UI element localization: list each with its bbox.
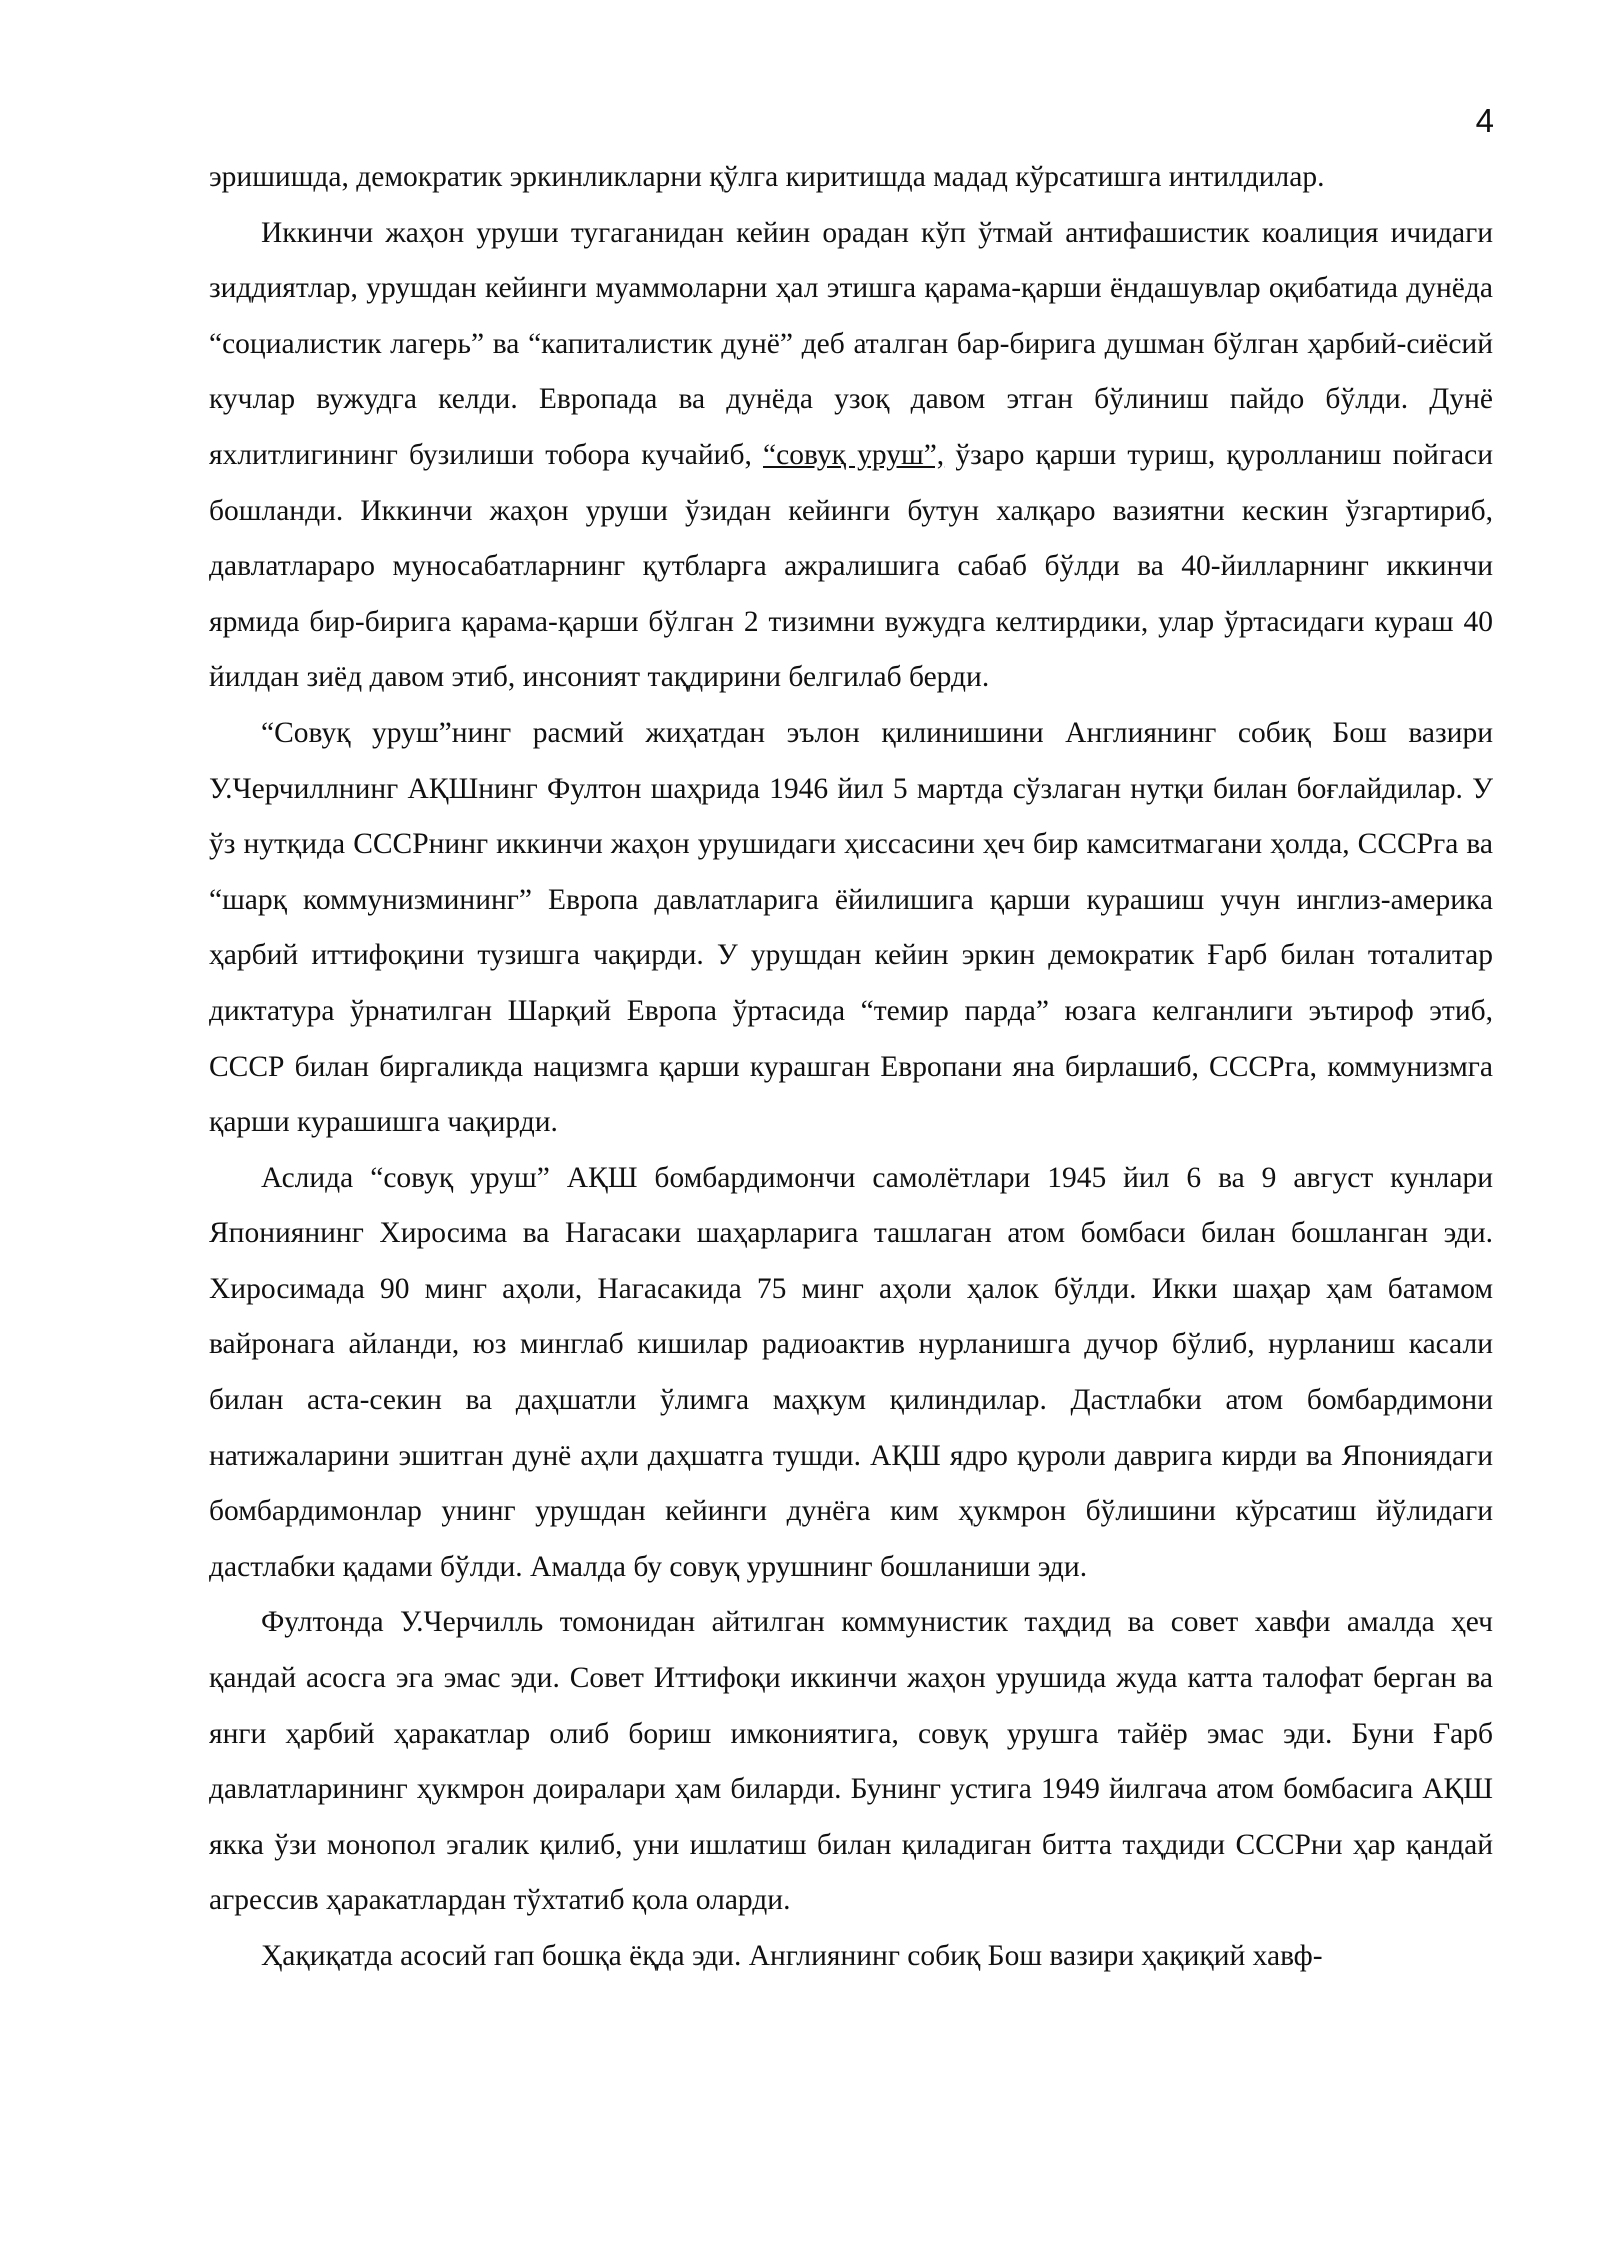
document-body [209, 150, 1493, 1985]
page-number: 4 [1475, 102, 1494, 139]
paragraph-text: Иккинчи жаҳон уруши тугаганидан кейин орадан кўп ўтмай антифашистик коалиция ичидаги зиддиятлар, урушдан кейинги муаммоларни ҳал этишга қарама-қарши ёндашувлар оқибатида дунёда “социалистик лагерь” ва “капиталистик дунё” деб аталган бар-бирига душман бўлган ҳарбий-сиёсий кучлар вужудга келди. Европада ва дунёда узоқ давом этган бўлиниш пайдо бўлди. Дунё яхлитлигининг бузилиши тобора кучайиб, [209, 216, 1493, 471]
paragraph-fulton-speech: “Совуқ уруш”нинг расмий жиҳатдан эълон қилинишини Англиянинг собиқ Бош вазири У.Черчиллнинг АҚШнинг Фултон шаҳрида 1946 йил 5 мартда сўзлаган нутқи билан боғлайдилар. У ўз нутқида СССРнинг иккинчи жаҳон урушидаги ҳиссасини ҳеч бир камситмагани ҳолда, СССРга ва “шарқ коммунизмининг” Европа давлатларига ёйилишига қарши курашиш учун инглиз-америка ҳарбий иттифоқини тузишга чақирди. У урушдан кейин эркин демократик Ғарб билан тоталитар диктатура ўрнатилган Шарқий Европа ўртасида “темир парда” юзага келганлиги эътироф этиб, СССР билан биргаликда нацизмга қарши курашган Европани яна бирлашиб, СССРга, коммунизмга қарши курашишга чақирди. [209, 716, 1493, 1139]
paragraph-soviet-threat: Фултонда У.Черчилль томонидан айтилган коммунистик таҳдид ва совет хавфи амалда ҳеч қандай асосга эга эмас эди. Совет Иттифоқи иккинчи жаҳон урушида жуда катта талофат берган ва янги ҳарбий ҳаракатлар олиб бориш имкониятига, совуқ урушга тайёр эмас эди. Буни Ғарб давлатларининг ҳукмрон доиралари ҳам биларди. Бунинг устига 1949 йилгача атом бомбасига АҚШ якка ўзи монопол эгалик қилиб, уни ишлатиш билан қиладиган битта таҳдиди СССРни ҳар қандай агрессив ҳаракатлардан тўхтатиб қола оларди. [209, 1606, 1493, 1917]
paragraph-real-issue: Ҳақиқатда асосий гап бошқа ёқда эди. Англиянинг собиқ Бош вазири ҳақиқий хавф- [261, 1940, 1323, 1972]
paragraph-cold-war-origins [209, 206, 1493, 706]
underlined-term-cold-war: “совуқ уруш”, [763, 438, 945, 471]
paragraph-text: ўзаро қарши туриш, қуролланиш пойгаси бошланди. Иккинчи жаҳон уруши ўзидан кейинги бутун халқаро вазиятни кескин ўзгартириб, давлатлараро муносабатларнинг қутбларга ажралишига сабаб бўлди ва 40-йилларнинг иккинчи ярмида бир-бирига қарама-қарши бўлган 2 тизимни вужудга келтирдики, улар ўртасидаги кураш 40 йилдан зиёд давом этиб, инсоният тақдирини белгилаб берди. [209, 438, 1493, 694]
paragraph-atomic-bombing: Аслида “совуқ уруш” АҚШ бомбардимончи самолётлари 1945 йил 6 ва 9 август кунлари Япониянинг Хиросима ва Нагасаки шаҳарларига ташлаган атом бомбаси билан бошланган эди. Хиросимада 90 минг аҳоли, Нагасакида 75 минг аҳоли ҳалок бўлди. Икки шаҳар ҳам батамом вайронага айланди, юз минглаб кишилар радиоактив нурланишга дучор бўлиб, нурланиш касали билан аста-секин ва даҳшатли ўлимга маҳкум қилиндилар. Дастлабки атом бомбардимони натижаларини эшитган дунё аҳли даҳшатга тушди. АҚШ ядро қуроли даврига кирди ва Япониядаги бомбардимонлар унинг урушдан кейинги дунёга ким ҳукмрон бўлишини кўрсатиш йўлидаги дастлабки қадами бўлди. Амалда бу совуқ урушнинг бошланиши эди. [209, 1161, 1493, 1583]
paragraph-continuation: эришишда, демократик эркинликларни қўлга киритишда мадад кўрсатишга интилдилар. [209, 161, 1325, 193]
